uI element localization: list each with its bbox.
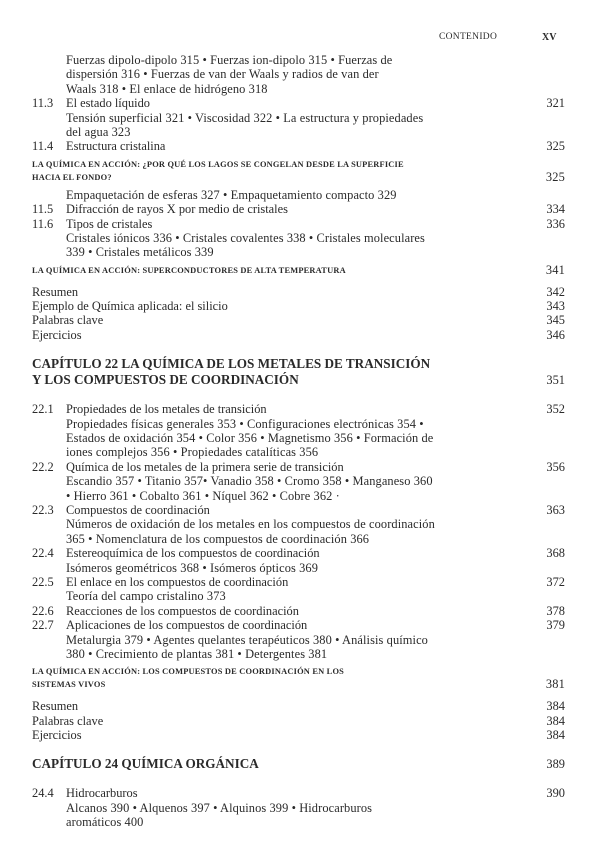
toc-chapter-22-line2[interactable]: Y LOS COMPUESTOS DE COORDINACIÓN 351 [32, 372, 565, 388]
toc-section-11-4[interactable]: 11.4 Estructura cristalina 325 [32, 139, 565, 154]
toc-section-11-3[interactable]: 11.3 El estado líquido 321 [32, 96, 565, 111]
toc-subtopics: Estados de oxidación 354 • Color 356 • Magnetismo 356 • Formación de [66, 431, 434, 446]
toc-subtopics: 380 • Crecimiento de plantas 381 • Detergentes 381 [66, 646, 328, 661]
toc-chapter-22[interactable]: CAPÍTULO 22 LA QUÍMICA DE LOS METALES DE TRANSICIÓN [32, 356, 431, 372]
toc-subtopics: Alcanos 390 • Alquenos 397 • Alquinos 399 • Hidrocarburos [66, 800, 373, 815]
toc-subtopics: 339 • Cristales metálicos 339 [66, 245, 214, 260]
header-page-number: XV [542, 32, 557, 43]
toc-subtopics: Empaquetación de esferas 327 • Empaquetamiento compacto 329 [66, 187, 397, 202]
toc-end-ejercicios[interactable]: Ejercicios 346 [32, 327, 565, 342]
toc-end-palabras-clave[interactable]: Palabras clave 345 [32, 313, 565, 328]
toc-end-resumen[interactable]: Resumen 342 [32, 284, 565, 299]
toc-subtopics: Tensión superficial 321 • Viscosidad 322 • La estructura y propiedades [66, 110, 424, 125]
toc-section-22-1[interactable]: 22.1 Propiedades de los metales de transición 352 [32, 402, 565, 417]
toc-section-11-5[interactable]: 11.5 Difracción de rayos X por medio de cristales 334 [32, 202, 565, 217]
toc-subtopics: aromáticos 400 [66, 815, 144, 830]
toc-subtopics: Waals 318 • El enlace de hidrógeno 318 [66, 81, 268, 96]
toc-subtopics: Escandio 357 • Titanio 357• Vanadio 358 • Cromo 358 • Manganeso 360 [66, 474, 433, 489]
toc-subtopics: Teoría del campo cristalino 373 [66, 589, 226, 604]
toc-end-resumen[interactable]: Resumen 384 [32, 699, 565, 714]
running-header [0, 32, 600, 48]
toc-feature-box-superconductores[interactable]: LA QUÍMICA EN ACCIÓN: SUPERCONDUCTORES DE ALTA TEMPERATURA 341 [32, 262, 565, 277]
toc-subtopics: Isómeros geométricos 368 • Isómeros ópticos 369 [66, 560, 318, 575]
toc-subtopics: • Hierro 361 • Cobalto 361 • Níquel 362 • Cobre 362 · [66, 488, 340, 503]
toc-section-22-2[interactable]: 22.2 Química de los metales de la primera serie de transición 356 [32, 459, 565, 474]
toc-section-22-7[interactable]: 22.7 Aplicaciones de los compuestos de coordinación 379 [32, 618, 565, 633]
toc-end-ejemplo[interactable]: Ejemplo de Química aplicada: el silicio 343 [32, 299, 565, 314]
toc-subtopics: Propiedades físicas generales 353 • Configuraciones electrónicas 354 • [66, 416, 424, 431]
toc-subtopics: Cristales iónicos 336 • Cristales covalentes 338 • Cristales moleculares [66, 230, 425, 245]
table-of-contents [0, 53, 600, 830]
toc-subtopics: dispersión 316 • Fuerzas de van der Waals y radios de van der [66, 67, 379, 82]
toc-subtopics: 365 • Nomenclatura de los compuestos de coordinación 366 [66, 531, 370, 546]
header-title: CONTENIDO [439, 32, 498, 42]
toc-end-ejercicios[interactable]: Ejercicios 384 [32, 728, 565, 743]
toc-subtopics: Números de oxidación de los metales en los compuestos de coordinación [66, 517, 435, 532]
toc-section-22-5[interactable]: 22.5 El enlace en los compuestos de coordinación 372 [32, 574, 565, 589]
toc-feature-box-lagos[interactable]: LA QUÍMICA EN ACCIÓN: ¿POR QUÉ LOS LAGOS SE CONGELAN DESDE LA SUPERFICIE HACIA EL FONDO? 325 [32, 159, 565, 184]
toc-chapter-24[interactable]: CAPÍTULO 24 QUÍMICA ORGÁNICA 389 [32, 756, 565, 772]
toc-section-22-3[interactable]: 22.3 Compuestos de coordinación 363 [32, 502, 565, 517]
toc-subtopics: Metalurgia 379 • Agentes quelantes terapéuticos 380 • Análisis químico [66, 632, 428, 647]
toc-subtopics: iones complejos 356 • Propiedades catalíticas 356 [66, 445, 319, 460]
toc-section-22-6[interactable]: 22.6 Reacciones de los compuestos de coordinación 378 [32, 603, 565, 618]
toc-subtopics: del agua 323 [66, 124, 131, 139]
toc-section-22-4[interactable]: 22.4 Estereoquímica de los compuestos de coordinación 368 [32, 546, 565, 561]
toc-end-palabras-clave[interactable]: Palabras clave 384 [32, 713, 565, 728]
toc-subtopics: Fuerzas dipolo-dipolo 315 • Fuerzas ion-dipolo 315 • Fuerzas de [66, 53, 393, 67]
toc-section-24-4[interactable]: 24.4 Hidrocarburos 390 [32, 786, 565, 801]
toc-section-11-6[interactable]: 11.6 Tipos de cristales 336 [32, 216, 565, 231]
toc-feature-box-sistemas-vivos[interactable]: LA QUÍMICA EN ACCIÓN: LOS COMPUESTOS DE COORDINACIÓN EN LOS SISTEMAS VIVOS 381 [32, 667, 565, 692]
